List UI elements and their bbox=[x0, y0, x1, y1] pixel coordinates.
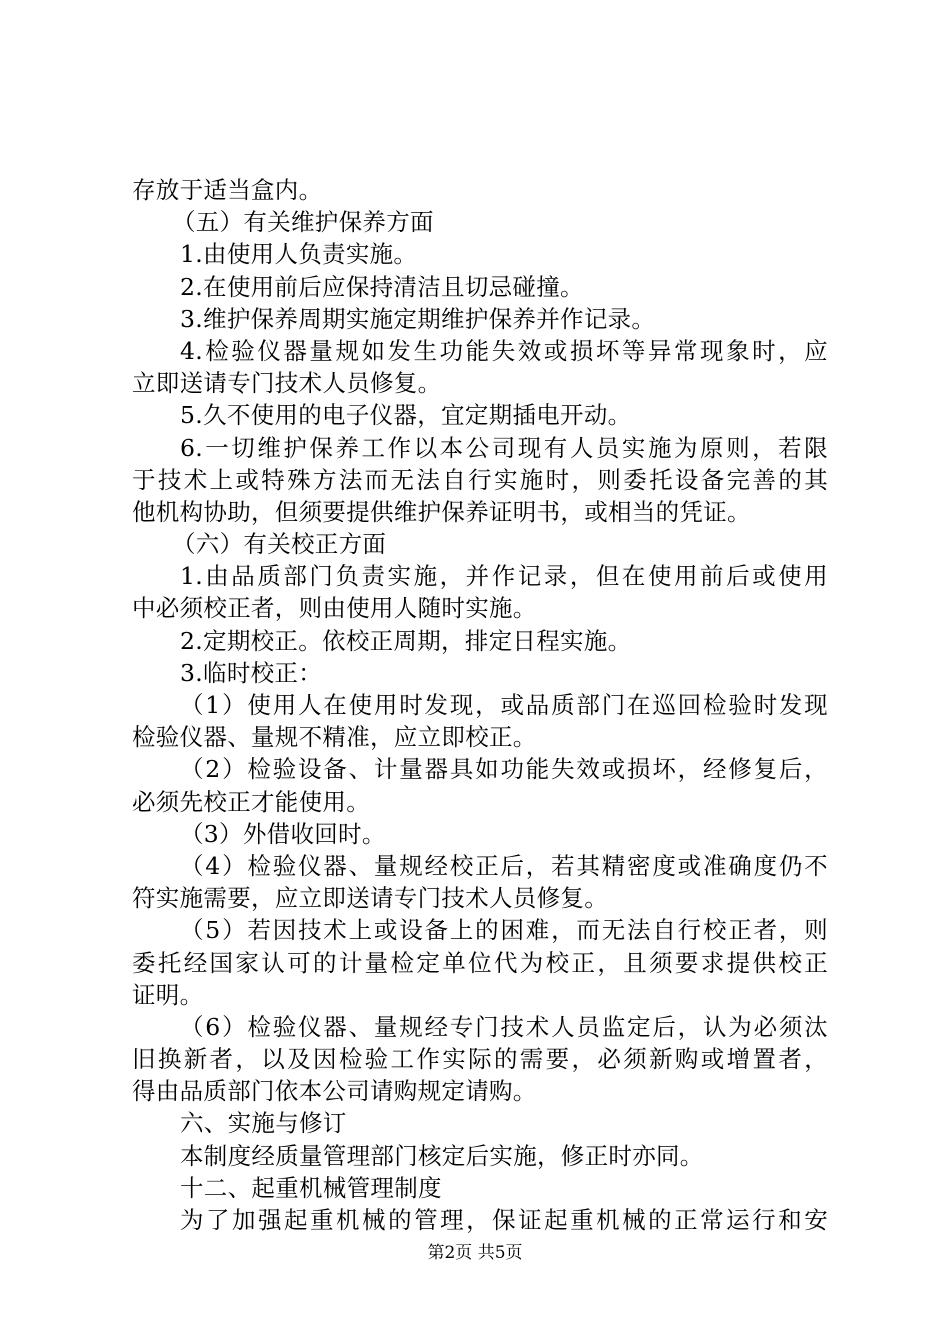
text-line: 存放于适当盒内。 bbox=[132, 176, 323, 204]
text-line: 检验仪器、量规不精准，应立即校正。 bbox=[132, 723, 537, 752]
text-line: 为了加强起重机械的管理，保证起重机械的正常运行和安 bbox=[180, 1206, 828, 1234]
text-line: 中必须校正者，则由使用人随时实施。 bbox=[132, 594, 537, 623]
document-body bbox=[132, 174, 828, 1236]
text-line: （五）有关维护保养方面 bbox=[172, 208, 434, 237]
text-line: （3）外借收回时。 bbox=[180, 819, 386, 848]
text-line: （5）若因技术上或设备上的困难，而无法自行校正者，则 bbox=[180, 916, 828, 945]
text-line: 2.定期校正。依校正周期，排定日程实施。 bbox=[180, 626, 632, 655]
text-line: （6）检验仪器、量规经专门技术人员监定后，认为必须汰 bbox=[180, 1012, 828, 1041]
text-line: 本制度经质量管理部门核定后实施，修正时亦同。 bbox=[180, 1141, 704, 1170]
text-line: 得由品质部门依本公司请购规定请购。 bbox=[132, 1077, 537, 1106]
text-line: 3.临时校正： bbox=[180, 658, 323, 687]
text-line: 5.久不使用的电子仪器，宜定期插电开动。 bbox=[180, 401, 632, 430]
text-line: 2.在使用前后应保持清洁且切忌碰撞。 bbox=[180, 272, 584, 301]
text-line: 委托经国家认可的计量检定单位代为校正，且须要求提供校正 bbox=[132, 948, 828, 977]
text-line: 他机构协助，但须要提供维护保养证明书，或相当的凭证。 bbox=[132, 497, 751, 526]
text-line: 十二、起重机械管理制度 bbox=[180, 1173, 442, 1202]
text-line: 1.由品质部门负责实施，并作记录，但在使用前后或使用 bbox=[180, 562, 828, 591]
text-line: 旧换新者，以及因检验工作实际的需要，必须新购或增置者， bbox=[132, 1045, 828, 1074]
text-line: 证明。 bbox=[132, 980, 204, 1009]
text-line: 立即送请专门技术人员修复。 bbox=[132, 369, 442, 398]
text-line: 必须先校正才能使用。 bbox=[132, 787, 370, 816]
text-line: （4）检验仪器、量规经校正后，若其精密度或准确度仍不 bbox=[180, 851, 828, 880]
text-line: 六、实施与修订 bbox=[180, 1109, 347, 1138]
text-line: （1）使用人在使用时发现，或品质部门在巡回检验时发现 bbox=[180, 691, 828, 719]
text-line: 3.维护保养周期实施定期维护保养并作记录。 bbox=[180, 304, 656, 333]
text-line: （2）检验设备、计量器具如功能失效或损坏，经修复后， bbox=[180, 755, 828, 784]
text-line: 6.一切维护保养工作以本公司现有人员实施为原则，若限 bbox=[180, 433, 828, 462]
text-line: 4.检验仪器量规如发生功能失效或损坏等异常现象时，应 bbox=[180, 336, 828, 365]
page-number: 第2页 共5页 bbox=[427, 1243, 523, 1263]
text-line: （六）有关校正方面 bbox=[172, 530, 387, 559]
text-line: 1.由使用人负责实施。 bbox=[180, 240, 418, 269]
text-line: 于技术上或特殊方法而无法自行实施时，则委托设备完善的其 bbox=[132, 465, 828, 494]
page-footer bbox=[0, 1242, 950, 1264]
text-line: 符实施需要，应立即送请专门技术人员修复。 bbox=[132, 884, 608, 913]
